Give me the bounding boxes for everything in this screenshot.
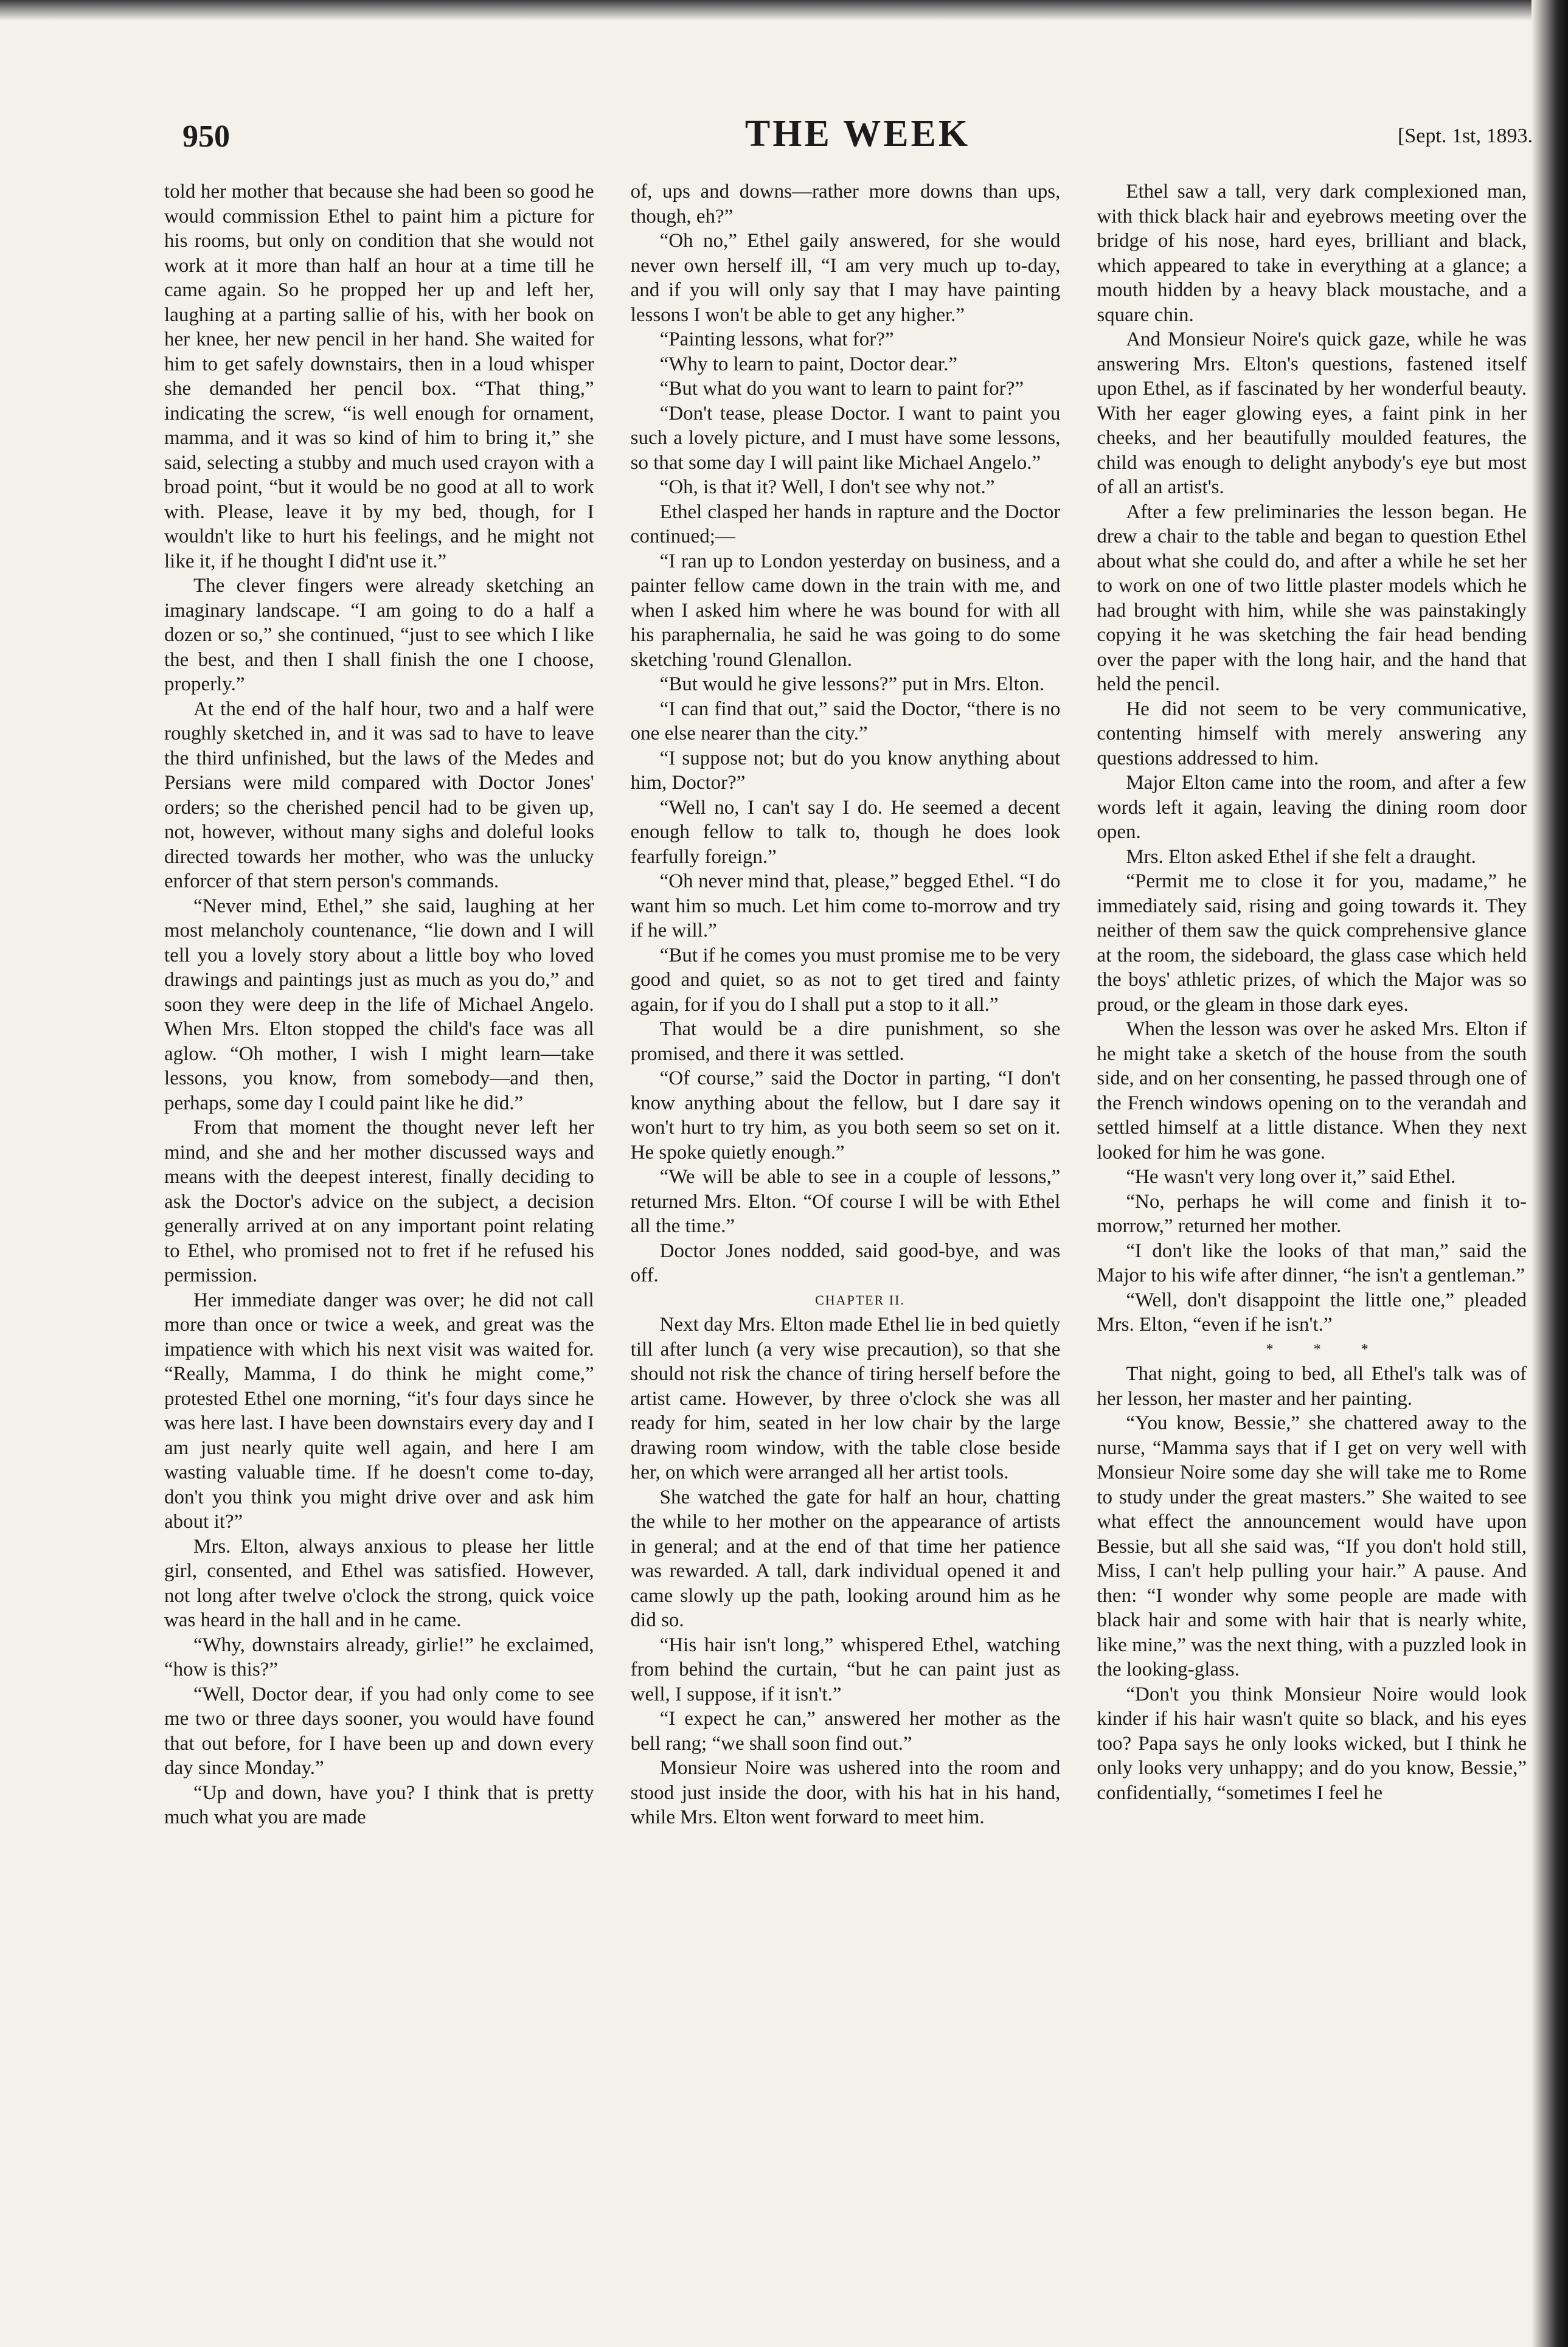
paragraph: “His hair isn't long,” whispered Ethel, watching from behind the curtain, “but he can paint just as well, I suppose, if it isn't.” bbox=[630, 1634, 1061, 1705]
paragraph: Monsieur Noire was ushered into the room and stood just inside the door, with his hat in his hand, while Mrs. Elton went forward to meet him. bbox=[630, 1757, 1061, 1828]
page-top-edge bbox=[0, 0, 1568, 21]
page-number: 950 bbox=[182, 119, 230, 154]
paragraph: And Monsieur Noire's quick gaze, while he was answering Mrs. Elton's questions, fastened itself upon Ethel, as if fascinated by her wonderful beauty. With her eager glowing eyes, a faint pink in her cheeks, and her beautifully moulded features, the child was enough to delight anybody's eye but most of all an artist's. bbox=[1097, 328, 1527, 498]
paragraph: “Painting lessons, what for?” bbox=[659, 328, 894, 350]
paragraph: Ethel clasped her hands in rapture and the Doctor continued;— bbox=[630, 501, 1061, 547]
paragraph: “He wasn't very long over it,” said Ethel. bbox=[1126, 1166, 1456, 1188]
paragraph: “Never mind, Ethel,” she said, laughing at her most melancholy countenance, “lie down and I will tell you a lovely story about a little boy who loved drawings and paintings just as much as you do,” and soon they were deep in the life of Michael Angelo. When Mrs. Elton stopped the child's face was all aglow. “Oh mother, I wish I might learn—take lessons, you know, from somebody—and then, perhaps, some day I could paint like he did.” bbox=[164, 895, 594, 1114]
paragraph: That night, going to bed, all Ethel's talk was of her lesson, her master and her painting. bbox=[1097, 1363, 1527, 1410]
paragraph: “Why to learn to paint, Doctor dear.” bbox=[659, 353, 957, 375]
paragraph: “Permit me to close it for you, madame,” he immediately said, rising and going towards it. They neither of them saw the quick comprehensive glance at the room, the sideboard, the glass case which held the boys' athletic prizes, of which the Major was so proud, or the gleam in those dark eyes. bbox=[1097, 870, 1527, 1016]
paragraph: “I expect he can,” answered her mother as the bell rang; “we shall soon find out.” bbox=[630, 1708, 1061, 1755]
paragraph: At the end of the half hour, two and a half were roughly sketched in, and it was sad to have to leave the third unfinished, but the laws of the Medes and Persians were mild compared with Doctor Jones' orders; so the cherished pencil had to be given up, not, however, without many sighs and doleful looks directed towards her mother, who was the unlucky enforcer of that stern person's commands. bbox=[164, 698, 594, 892]
paragraph: She watched the gate for half an hour, chatting the while to her mother on the appearance of artists in general; and at the end of that time her patience was rewarded. A tall, dark individual opened it and came slowly up the path, looking around him as he did so. bbox=[630, 1486, 1061, 1631]
issue-date: [Sept. 1st, 1893. bbox=[1398, 125, 1533, 147]
paragraph: Mrs. Elton asked Ethel if she felt a draught. bbox=[1126, 845, 1476, 868]
paragraph: “Why, downstairs already, girlie!” he exclaimed, “how is this?” bbox=[164, 1634, 594, 1680]
paragraph: “Well, Doctor dear, if you had only come to see me two or three days sooner, you would have found that out before, for I have been up and down every day since Monday.” bbox=[164, 1683, 594, 1779]
paragraph: “No, perhaps he will come and finish it to-morrow,” returned her mother. bbox=[1097, 1190, 1527, 1237]
paragraph: Mrs. Elton, always anxious to please her little girl, consented, and Ethel was satisfied. However, not long after twelve o'clock the strong, quick voice was heard in the hall and in he came. bbox=[164, 1535, 594, 1631]
paragraph: of, ups and downs—rather more downs than ups, though, eh?” bbox=[630, 181, 1061, 227]
paragraph: “Don't you think Monsieur Noire would look kinder if his hair wasn't quite so black, and his eyes too? Papa says he only looks wicked, but I think he only looks very unhappy; and do you know, Bessie,” confidentially, “sometimes I feel he bbox=[1097, 1683, 1527, 1804]
paragraph: Doctor Jones nodded, said good-bye, and was off. bbox=[630, 1239, 1061, 1286]
paragraph: “Oh never mind that, please,” begged Ethel. “I do want him so much. Let him come to-morrow and try if he will.” bbox=[630, 870, 1061, 941]
paragraph: He did not seem to be very communicative, contenting himself with merely answering any questions addressed to him. bbox=[1097, 698, 1527, 769]
paragraph: Her immediate danger was over; he did not call more than once or twice a week, and great was the impatience with which his next visit was waited for. “Really, Mamma, I do think he might come,” protested Ethel one morning, “it's four days since he was here last. I have been downstairs every day and I am just nearly quite well again, and here I am wasting valuable time. If he doesn't come to-day, don't you think you might drive over and ask him about it?” bbox=[164, 1289, 594, 1533]
paragraph: “I can find that out,” said the Doctor, “there is no one else nearer than the city.” bbox=[630, 698, 1061, 744]
paragraph: “Up and down, have you? I think that is pretty much what you are made bbox=[164, 1781, 594, 1828]
paragraph: The clever fingers were already sketching an imaginary landscape. “I am going to do a half a dozen or so,” she continued, “just to see which I like the best, and then I shall finish the one I choose, properly.” bbox=[164, 575, 594, 695]
paragraph: “Well no, I can't say I do. He seemed a decent enough fellow to talk to, though he does look fearfully foreign.” bbox=[630, 796, 1061, 868]
paragraph: “Well, don't disappoint the little one,” pleaded Mrs. Elton, “even if he isn't.” bbox=[1097, 1289, 1527, 1336]
paragraph: When the lesson was over he asked Mrs. Elton if he might take a sketch of the house from the south side, and on her consenting, he passed through one of the French windows opening on to the verandah and settled himself at a little distance. When they next looked for him he was gone. bbox=[1097, 1018, 1527, 1163]
paragraph: “But what do you want to learn to paint for?” bbox=[659, 378, 1024, 400]
paragraph: “Oh, is that it? Well, I don't see why not.” bbox=[659, 476, 995, 498]
book-gutter bbox=[1532, 0, 1568, 2347]
paragraph: “Don't tease, please Doctor. I want to paint you such a lovely picture, and I must have some lessons, so that some day I will paint like Michael Angelo.” bbox=[630, 402, 1061, 474]
paragraph: “I suppose not; but do you know anything about him, Doctor?” bbox=[630, 747, 1061, 794]
page-header bbox=[182, 113, 1533, 167]
paragraph: “Of course,” said the Doctor in parting, “I don't know anything about the fellow, but I dare say it won't hurt to try him, as you both seem so set on it. He spoke quietly enough.” bbox=[630, 1067, 1061, 1163]
paragraph: That would be a dire punishment, so she promised, and there it was settled. bbox=[630, 1018, 1061, 1065]
paragraph: “But if he comes you must promise me to be very good and quiet, so as not to get tired and fainty again, for if you do I shall put a stop to it all.” bbox=[630, 944, 1061, 1016]
paragraph: “I ran up to London yesterday on business, and a painter fellow came down in the train with me, and when I asked him where he was bound for with all his paraphernalia, he said he was going to do some sketching 'round Glenallon. bbox=[630, 550, 1061, 671]
masthead-title: THE WEEK bbox=[744, 113, 971, 154]
column-1 bbox=[164, 179, 594, 2296]
paragraph: From that moment the thought never left her mind, and she and her mother discussed ways and means with the deepest interest, finally deciding to ask the Doctor's advice on the subject, a decision generally arrived at on any important point relating to Ethel, who promised not to fret if he refused his permission. bbox=[164, 1117, 594, 1286]
column-3 bbox=[1097, 179, 1527, 2296]
paragraph: Ethel saw a tall, very dark complexioned man, with thick black hair and eyebrows meeting over the bridge of his nose, hard eyes, brilliant and black, which appeared to take in everything at a glance; a mouth hidden by a heavy black moustache, and a square chin. bbox=[1097, 181, 1527, 326]
chapter-heading: CHAPTER II. bbox=[815, 1292, 905, 1308]
paragraph: “You know, Bessie,” she chattered away to the nurse, “Mamma says that if I get on very well with Monsieur Noire some day she will take me to Rome to study under the great masters.” She waited to see what effect the announcement would have upon Bessie, but all she said was, “If you don't hold still, Miss, I can't help pulling your hair.” A pause. And then: “I wonder why some people are made with black hair and some with hair that is nearly white, like mine,” was the next thing, with a puzzled look in the looking-glass. bbox=[1097, 1412, 1527, 1680]
paragraph: “We will be able to see in a couple of lessons,” returned Mrs. Elton. “Of course I will be with Ethel all the time.” bbox=[630, 1166, 1061, 1237]
section-break: * * * bbox=[1266, 1341, 1387, 1357]
paragraph: “I don't like the looks of that man,” said the Major to his wife after dinner, “he isn't a gentleman.” bbox=[1097, 1239, 1527, 1286]
column-2 bbox=[631, 179, 1061, 2296]
paragraph: Next day Mrs. Elton made Ethel lie in bed quietly till after lunch (a very wise precaution), so that she should not risk the chance of tiring herself before the artist came. However, by three o'clock she was all ready for him, seated in her low chair by the large drawing room window, with the table close beside her, on which were arranged all her artist tools. bbox=[630, 1314, 1061, 1483]
article-columns bbox=[164, 179, 1527, 2296]
paragraph: told her mother that because she had been so good he would commission Ethel to paint him a picture for his rooms, but only on condition that she would not work at it more than half an hour at a time till he came again. So he propped her up and left her, laughing at a parting sallie of his, with her book on her knee, her new pencil in her hand. She waited for him to get safely downstairs, then in a loud whisper she demanded her pencil box. “That thing,” indicating the screw, “is well enough for ornament, mamma, and it was so kind of him to bring it,” she said, selecting a stubby and much used crayon with a broad point, “but it would be no good at all to work with. Please, leave it by my bed, though, for I wouldn't like to hurt his feelings, and he might not like it, if he thought I did'nt use it.” bbox=[164, 181, 594, 572]
paragraph: Major Elton came into the room, and after a few words left it again, leaving the dining room door open. bbox=[1097, 772, 1527, 843]
paragraph: “But would he give lessons?” put in Mrs. Elton. bbox=[659, 673, 1045, 695]
paragraph: “Oh no,” Ethel gaily answered, for she would never own herself ill, “I am very much up to-day, and if you will only say that I may have painting lessons I won't be able to get any higher.” bbox=[630, 230, 1061, 326]
paragraph: After a few preliminaries the lesson began. He drew a chair to the table and began to question Ethel about what she could do, and after a while he set her to work on one of two little plaster models which he had brought with him, while she was painstakingly copying it he was sketching the fair head bending over the paper with the long hair, and the hand that held the pencil. bbox=[1097, 501, 1527, 695]
